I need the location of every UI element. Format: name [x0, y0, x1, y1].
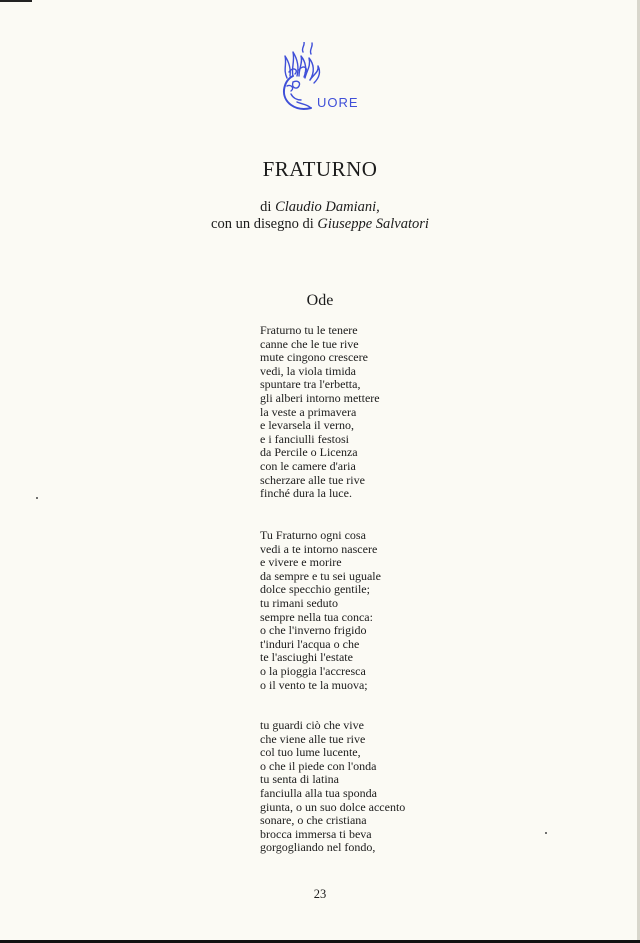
illustrator-name: Giuseppe Salvatori [317, 216, 429, 232]
verse-line: o che l'inverno frigido [260, 623, 367, 638]
verse-line: dolce specchio gentile; [260, 582, 370, 597]
verse-line: spuntare tra l'erbetta, [260, 377, 361, 392]
author-prefix: di [260, 199, 272, 215]
stanza-1 [260, 324, 380, 501]
verse-line: e levarsela il verno, [260, 418, 354, 433]
verse-line: con le camere d'aria [260, 458, 356, 473]
verse-line: da Percile o Licenza [260, 445, 358, 460]
illustrator-line [0, 216, 640, 233]
verse-line: gorgogliando nel fondo, [260, 840, 376, 855]
verse-line: t'induri l'acqua o che [260, 636, 360, 651]
verse-line: vedi a te intorno nascere [260, 541, 378, 556]
verse-line: mute cingono crescere [260, 350, 368, 365]
verse-line: o che il piede con l'onda [260, 758, 377, 773]
verse-line: brocca immersa ti beva [260, 826, 372, 841]
verse-line: giunta, o un suo dolce accento [260, 799, 406, 814]
verse-line: e i fanciulli festosi [260, 431, 349, 446]
byline [0, 199, 640, 233]
verse-line: sonare, o che cristiana [260, 813, 367, 828]
poem-subtitle: Ode [306, 292, 334, 309]
verse-line: tu rimani seduto [260, 595, 338, 610]
verse-line: scherzare alle tue rive [260, 472, 365, 487]
stanza-3 [260, 719, 405, 855]
verse-line: tu senta di latina [260, 772, 339, 787]
flaming-heart-icon [277, 42, 367, 122]
verse-line: la veste a primavera [260, 404, 357, 419]
verse-line: canne che le tue rive [260, 336, 359, 351]
verse-line: da sempre e tu sei uguale [260, 568, 381, 583]
verse-line: e vivere e morire [260, 555, 342, 570]
stanza-2 [260, 529, 381, 692]
cuore-logo [277, 42, 367, 122]
verse-line: gli alberi intorno mettere [260, 390, 380, 405]
verse-line: fanciulla alla tua sponda [260, 785, 377, 800]
verse-line: Fraturno tu le tenere [260, 323, 358, 337]
page-edge-mark-top [0, 0, 32, 2]
verse-line: te l'asciughi l'estate [260, 650, 353, 665]
poem-title: FRATURNO [262, 157, 378, 181]
author-name: Claudio Damiani, [275, 199, 380, 215]
scan-speck [36, 497, 38, 499]
verse-line: tu guardi ciò che vive [260, 718, 364, 732]
verse-line: o la pioggia l'accresca [260, 663, 366, 678]
verse-line: Tu Fraturno ogni cosa [260, 528, 366, 542]
illustrator-prefix: con un disegno di [211, 216, 314, 232]
verse-line: sempre nella tua conca: [260, 609, 373, 624]
author-line [0, 199, 640, 216]
verse-line: col tuo lume lucente, [260, 745, 361, 760]
page-number: 23 [313, 887, 327, 901]
verse-line: o il vento te la muova; [260, 677, 368, 692]
logo-label: UORE [317, 95, 359, 110]
verse-line: finché dura la luce. [260, 486, 352, 501]
verse-line: vedi, la viola timida [260, 363, 356, 378]
verse-line: che viene alle tue rive [260, 731, 366, 746]
scan-speck [545, 832, 547, 834]
